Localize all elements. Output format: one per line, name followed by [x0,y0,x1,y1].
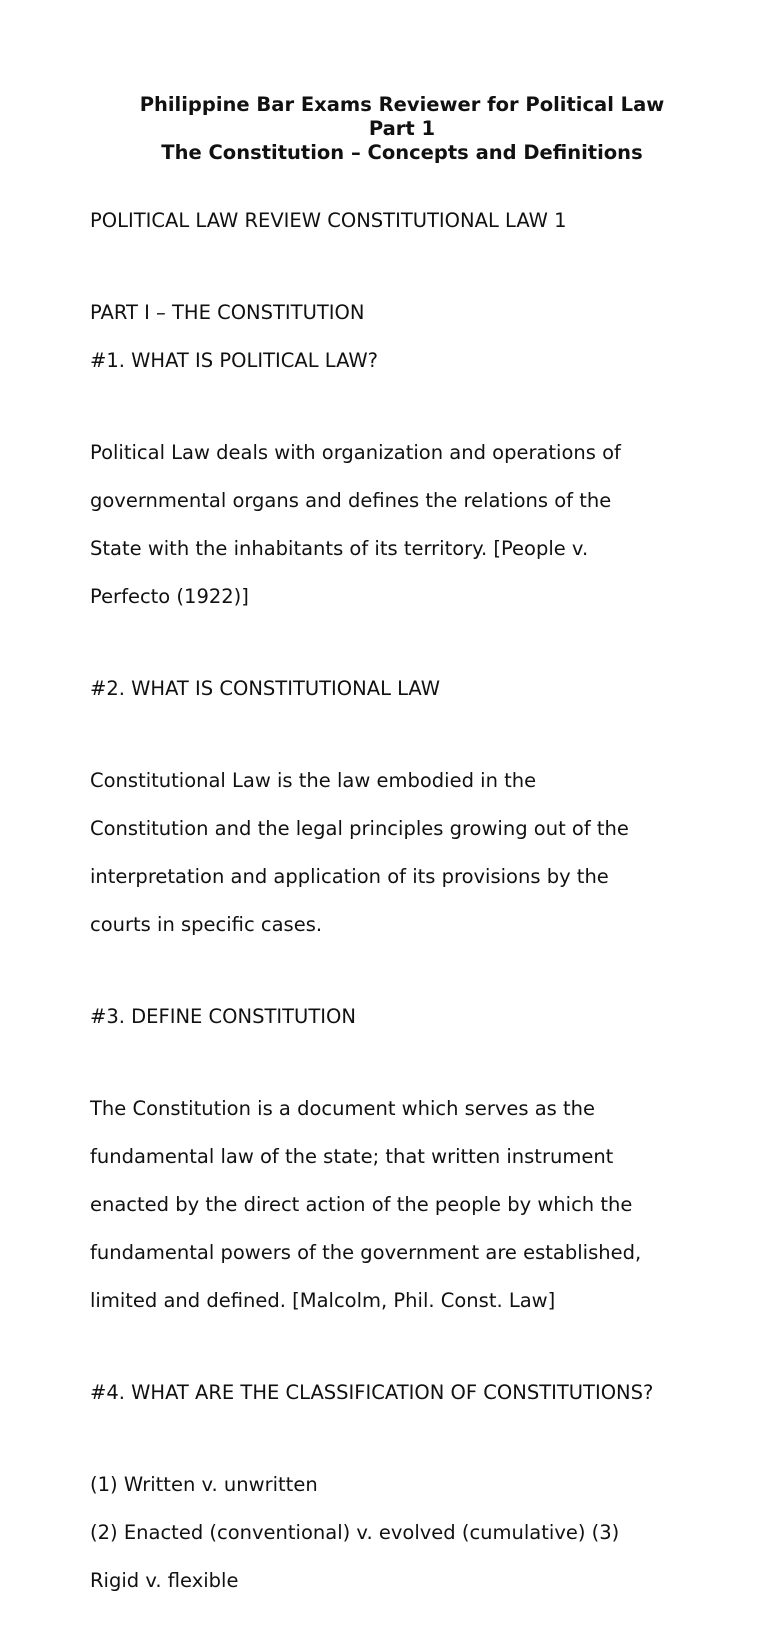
document-page [90,93,690,1637]
question-1: #1. WHAT IS POLITICAL LAW? [90,349,378,372]
title-line-1: Philippine Bar Exams Reviewer for Political Law [139,93,665,116]
part-heading: PART I – THE CONSTITUTION [90,301,365,324]
answer-3-line: fundamental law of the state; that written instrument [90,1145,614,1168]
answer-4 [90,1449,690,1617]
answer-3-line: fundamental powers of the government are established, [90,1241,642,1264]
answer-3-line: limited and defined. [Malcolm, Phil. Const. Law] [90,1289,556,1312]
answer-2-line: Constitutional Law is the law embodied in the [90,769,537,792]
answer-2-line: Constitution and the legal principles growing out of the [90,817,629,840]
part-heading-block [90,277,690,397]
title-line-2: Part 1 [368,117,436,140]
question-3-block [90,981,690,1053]
answer-3 [90,1073,690,1337]
review-heading [90,185,690,257]
question-2: #2. WHAT IS CONSTITUTIONAL LAW [90,677,440,700]
answer-4-line: (2) Enacted (conventional) v. evolved (cumulative) (3) [90,1521,620,1544]
answer-4-line: (1) Written v. unwritten [90,1473,318,1496]
question-4: #4. WHAT ARE THE CLASSIFICATION OF CONSTITUTIONS? [90,1381,654,1404]
answer-1-line: Political Law deals with organization and operations of [90,441,621,464]
answer-3-line: The Constitution is a document which serves as the [90,1097,596,1120]
title-line-3: The Constitution – Concepts and Definitions [161,141,643,164]
answer-3-line: enacted by the direct action of the people by which the [90,1193,633,1216]
answer-2-line: interpretation and application of its provisions by the [90,865,609,888]
question-3: #3. DEFINE CONSTITUTION [90,1005,356,1028]
document-title [84,93,720,165]
answer-2 [90,745,690,961]
review-heading-text: POLITICAL LAW REVIEW CONSTITUTIONAL LAW 1 [90,209,567,232]
question-2-block [90,653,690,725]
answer-1-line: governmental organs and defines the relations of the [90,489,612,512]
question-4-block [90,1357,690,1429]
answer-1 [90,417,690,633]
answer-1-line: State with the inhabitants of its territory. [People v. [90,537,589,560]
answer-4-line: Rigid v. flexible [90,1569,239,1592]
answer-1-line: Perfecto (1922)] [90,585,249,608]
answer-2-line: courts in specific cases. [90,913,323,936]
